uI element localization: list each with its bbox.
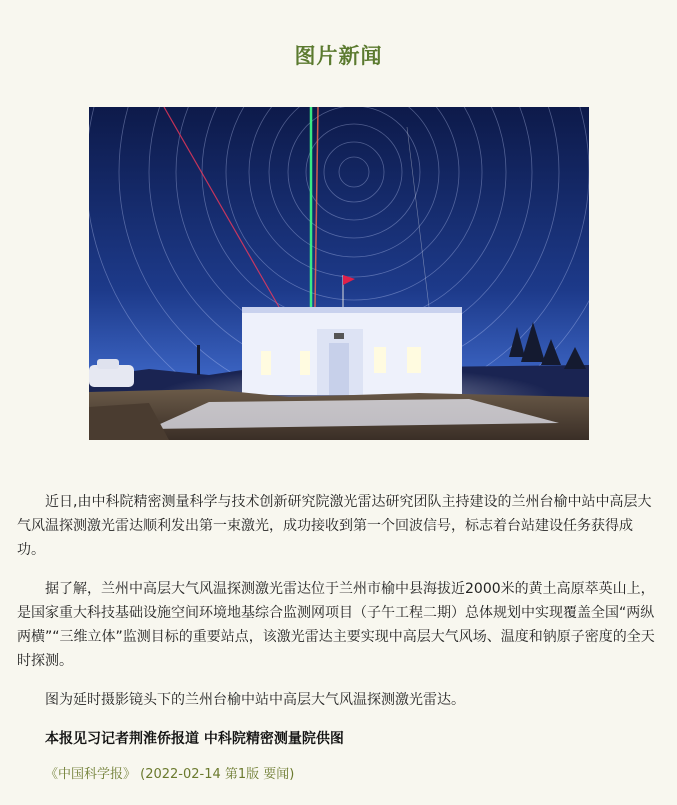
paragraph-3: 图为延时摄影镜头下的兰州台榆中站中高层大气风温探测激光雷达。 — [45, 692, 465, 708]
page-title: 图片新闻 — [294, 44, 383, 68]
news-photo-image — [89, 107, 589, 440]
byline: 本报见习记者荆淮侨报道 中科院精密测量院供图 — [45, 731, 344, 747]
paragraph-2: 据了解，兰州中高层大气风温探测激光雷达位于兰州市榆中县海拔近2000米的黄土高原萃英山上，是国家重大科技基础设施空间环境地基综合监测网项目（子午工程二期）总体规划中实现覆盖全国“两纵两横”“三维立体”监测目标的重要站点，该激光雷达主要实现中高层大气风场、温度和钠原子密度的全天时探测。 — [17, 581, 655, 669]
paragraph-1: 近日,由中科院精密测量科学与技术创新研究院激光雷达研究团队主持建设的兰州台榆中站中高层大气风温探测激光雷达顺利发出第一束激光，成功接收到第一个回波信号，标志着台站建设任务获得成功。 — [17, 494, 652, 558]
source-citation: 《中国科学报》 (2022-02-14 第1版 要闻) — [45, 767, 295, 782]
news-photo — [89, 107, 589, 440]
